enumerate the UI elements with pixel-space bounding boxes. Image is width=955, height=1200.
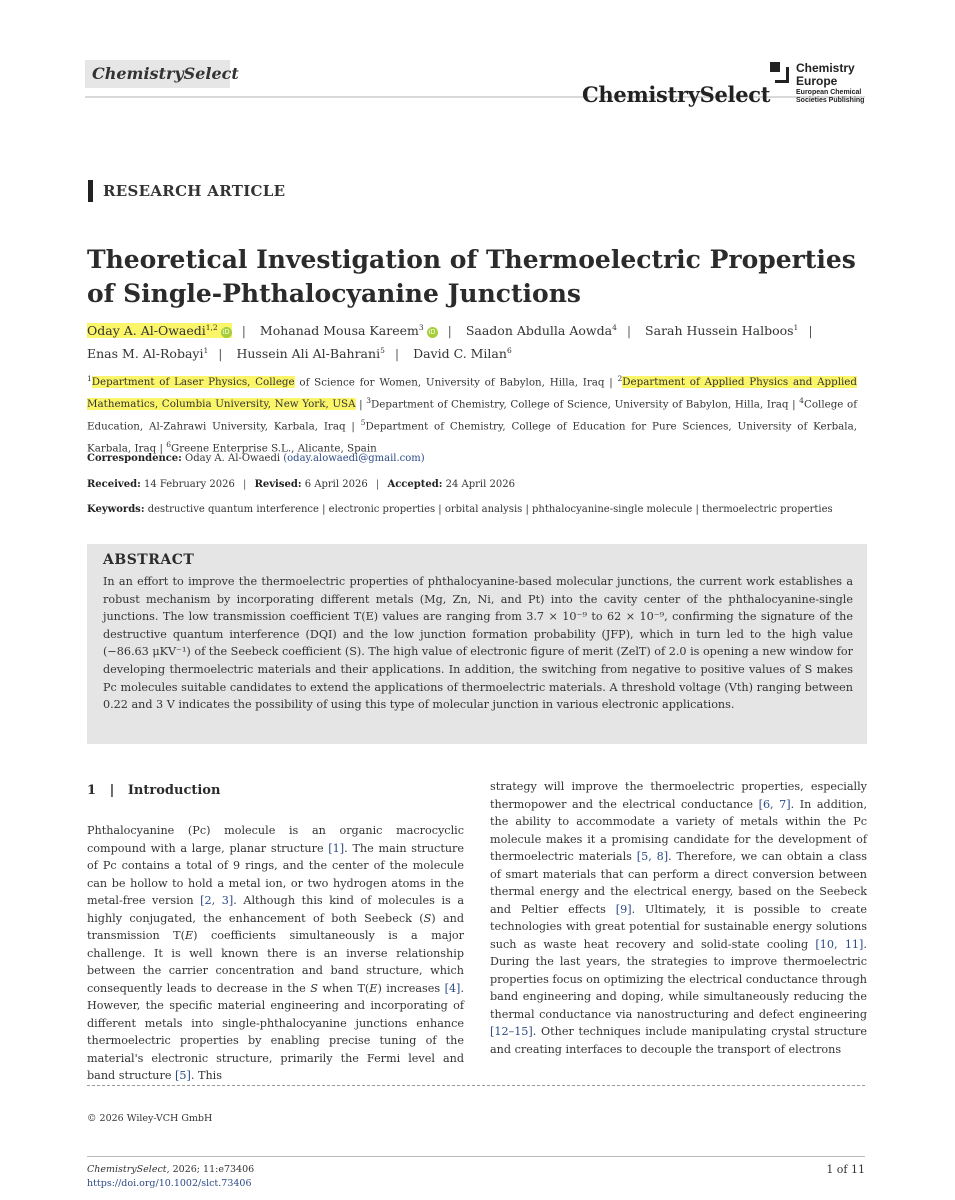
body-text: . In addition, the ability to accommodate a variety of metals within the Pc molecule makes it a promising candidate for the development of thermoelectric materials bbox=[490, 797, 868, 863]
affiliations: $^1$Department of Laser Physics, College of Science for Women, University of Babylon, Hilla, Iraq | $^2$Department of Applied Physics and Applied Mathematics, Columbia University, New York, USA | $^3$Department of Chemistry, College of Science, University of Babylon, Hilla, Iraq | $^4$College of Education, Al-Zahrawi University, Karbala, Iraq | $^5$Department of Chemistry, College of Education for Pure Sciences, University of Kerbala, Karbala, Iraq | $^6$Greene Enterprise S.L., Alicante, Spain bbox=[87, 374, 858, 455]
publisher-line2: Europe bbox=[796, 74, 838, 88]
author-list bbox=[87, 318, 867, 364]
dates-line bbox=[87, 479, 515, 490]
body-text: . During the last years, the strategies to improve thermoelectric properties focus on optimizing the electrical conductance through band engineering and doping, while simultaneously reducing the thermal conductance via nanostructuring and defect engineering bbox=[490, 937, 867, 1021]
publisher-line1: Chemistry bbox=[796, 61, 855, 75]
citation-link[interactable]: [6, 7] bbox=[758, 797, 791, 811]
affil-sup: 6 bbox=[166, 439, 171, 449]
received-label: Received: bbox=[87, 479, 141, 490]
affil-sup: 2 bbox=[617, 374, 623, 383]
body-text: ) coefficients simultaneously is a major challenge. It is well known there is an inverse relationship between the carrier concentration and band structure, which consequently leads to decrease in the bbox=[87, 929, 464, 995]
correspondence-email-link[interactable]: (oday.alowaedi@gmail.com) bbox=[283, 453, 425, 464]
chemistry-europe-mark-icon bbox=[770, 62, 792, 84]
citation-link[interactable]: [4] bbox=[444, 981, 461, 995]
author-name: Sarah Hussein Halboos bbox=[645, 323, 794, 339]
author-name: Oday A. Al-Owaedi bbox=[87, 323, 206, 339]
author-name: Mohanad Mousa Kareem bbox=[259, 323, 419, 339]
author-item[interactable] bbox=[87, 346, 208, 361]
body-column-left bbox=[87, 822, 464, 1085]
author-sup: 6 bbox=[506, 346, 512, 356]
author-separator: | bbox=[808, 323, 813, 339]
author-separator: | bbox=[626, 323, 632, 339]
orcid-icon[interactable]: iD bbox=[427, 327, 438, 338]
revised-label: Revised: bbox=[254, 479, 302, 490]
revised-date: 6 April 2026 bbox=[304, 479, 368, 490]
author-item[interactable] bbox=[466, 323, 617, 338]
section-heading-introduction bbox=[87, 783, 220, 798]
author-sup: 4 bbox=[612, 323, 617, 332]
body-text: . Although this kind of molecules is a highly conjugated, the enhancement of both Seebeck ( bbox=[87, 894, 464, 925]
author-item[interactable] bbox=[260, 323, 438, 338]
affil-sup: 5 bbox=[360, 417, 366, 427]
section-title: Introduction bbox=[127, 783, 221, 798]
body-text: when T( bbox=[317, 981, 370, 995]
accepted-date: 24 April 2026 bbox=[445, 479, 515, 490]
citation-link[interactable]: [10, 11] bbox=[815, 937, 864, 951]
author-sup: 1 bbox=[203, 346, 209, 356]
correspondence-label: Correspondence: bbox=[87, 453, 182, 464]
citation-link[interactable]: [5] bbox=[175, 1069, 191, 1082]
math-symbol: S bbox=[423, 911, 432, 925]
body-text: . Ultimately, it is possible to create technologies with great potential for sustainable energy solutions such as waste heat recovery and solid-state cooling bbox=[490, 902, 867, 951]
citation-link[interactable]: [5, 8] bbox=[636, 850, 669, 863]
article-type-bar bbox=[88, 180, 93, 202]
author-item[interactable] bbox=[413, 346, 512, 361]
article-type: RESEARCH ARTICLE bbox=[103, 182, 286, 200]
copyright-notice: © 2026 Wiley-VCH GmbH bbox=[87, 1113, 213, 1124]
body-text: ) increases bbox=[377, 981, 445, 995]
affiliation-1-rest: of Science for Women, University of Babylon, Hilla, Iraq bbox=[294, 376, 605, 389]
footer-dashed-divider bbox=[87, 1085, 865, 1086]
received-date: 14 February 2026 bbox=[143, 479, 235, 490]
body-text: . Therefore, we can obtain a class of smart materials that can perform a direct conversion between thermal energy and the electrical energy, based on the Seebeck and Peltier effects bbox=[490, 850, 868, 916]
affiliation-5: Department of Chemistry, College of Education for Pure Sciences, University of Kerbala, Karbala, Iraq bbox=[87, 420, 858, 455]
affiliation-4: College of Education, Al-Zahrawi University, Karbala, Iraq bbox=[87, 398, 858, 433]
date-separator: | bbox=[243, 479, 247, 490]
section-separator: | bbox=[109, 783, 115, 798]
body-text: strategy will improve the thermoelectric properties, especially thermopower and the electrical conductance bbox=[490, 780, 867, 811]
math-symbol: E bbox=[184, 929, 194, 942]
body-text: ) and transmission T( bbox=[87, 911, 464, 942]
author-sup: 1,2 bbox=[205, 323, 218, 332]
keywords-line bbox=[87, 504, 833, 515]
correspondence-name: Oday A. Al-Owaedi bbox=[185, 453, 281, 464]
author-name: Saadon Abdulla Aowda bbox=[465, 323, 613, 339]
affiliation-3: Department of Chemistry, College of Science, University of Babylon, Hilla, Iraq bbox=[371, 398, 789, 411]
author-name: Enas M. Al-Robayi bbox=[87, 346, 204, 362]
author-item[interactable] bbox=[236, 346, 384, 361]
author-sup: 5 bbox=[380, 346, 385, 356]
page-number: 1 of 11 bbox=[826, 1163, 865, 1176]
author-separator: | bbox=[241, 323, 246, 339]
affiliation-6: Greene Enterprise S.L., Alicante, Spain bbox=[170, 442, 377, 455]
abstract-box bbox=[87, 544, 867, 744]
affil-sup: 4 bbox=[799, 395, 804, 405]
author-item[interactable] bbox=[87, 323, 232, 338]
math-symbol: E bbox=[369, 981, 378, 995]
abstract-text: In an effort to improve the thermoelectric properties of phthalocyanine-based molecular junctions, the current work establishes a robust mechanism by incorporating different metals (Mg, Zn, Ni, and Pt) into the cavity center of the phthalocyanine-single junctions. The low transmission coefficient T(E) values are ranging from 3.7 × 10⁻⁹ to 62 × 10⁻⁹, confirming the signature of the destructive quantum interference (DQI) and the low junction formation probability (JFP), which in turn led to the high value (−86.63 μKV⁻¹) of the Seebeck coefficient (S). The high value of electronic figure of merit (ZelT) of 2.0 is opening a new window for developing thermoelectric materials and their applications. In addition, the switching from negative to positive values of S makes Pc molecules suitable candidates to extend the applications of thermoelectric materials. A threshold voltage (Vth) ranging between 0.22 and 3 V indicates the possibility of using this type of molecular junction in various electronic applications. bbox=[103, 575, 853, 712]
math-symbol: S bbox=[310, 981, 318, 995]
body-text: . However, the specific material engineering and incorporating of different metals into single-phthalocyanine junctions enhance thermoelectric properties by enabling precise tuning of the material's electronic structure, primarily the Fermi level and band structure bbox=[87, 981, 464, 1082]
body-text: . The main structure of Pc contains a total of 9 rings, and the center of the molecule can be hollow to hold a metal ion, or two hydrogen atoms in the metal-free version bbox=[87, 841, 464, 907]
author-name: Hussein Ali Al-Bahrani bbox=[236, 346, 381, 362]
doi-link[interactable]: https://doi.org/10.1002/slct.73406 bbox=[87, 1178, 252, 1189]
correspondence-line bbox=[87, 453, 425, 464]
affil-sup: 1 bbox=[87, 374, 92, 383]
author-item[interactable] bbox=[645, 323, 798, 338]
accepted-label: Accepted: bbox=[387, 479, 443, 490]
keywords-text: destructive quantum interference | electronic properties | orbital analysis | phthalocyanine-single molecule | thermoelectric properties bbox=[147, 504, 833, 515]
body-text: . Other techniques include manipulating crystal structure and creating interfaces to decouple the transport of electrons bbox=[490, 1025, 867, 1056]
citation-link[interactable]: [12–15] bbox=[490, 1025, 533, 1038]
author-name: David C. Milan bbox=[413, 346, 507, 362]
orcid-icon[interactable]: iD bbox=[221, 327, 232, 338]
citation-link[interactable]: [2, 3] bbox=[200, 894, 234, 907]
body-text: . This bbox=[190, 1069, 223, 1082]
chemistry-europe-logo bbox=[770, 62, 866, 108]
citation-link[interactable]: [1] bbox=[328, 841, 345, 855]
section-number: 1 bbox=[87, 783, 97, 798]
affil-sup: 3 bbox=[366, 395, 371, 405]
body-column-right bbox=[490, 778, 867, 1058]
citation-link[interactable]: [9] bbox=[615, 902, 632, 916]
article-title: Theoretical Investigation of Thermoelectric Properties of Single-Phthalocyanine Junctions bbox=[87, 245, 856, 308]
author-sup: 3 bbox=[418, 323, 424, 332]
author-separator: | bbox=[447, 323, 452, 339]
footer-citation bbox=[87, 1164, 254, 1175]
publisher-line4: Societies Publishing bbox=[796, 97, 865, 104]
affiliation-1-dept: Department of Laser Physics, College bbox=[91, 376, 295, 389]
publisher-line3: European Chemical bbox=[796, 89, 862, 96]
affiliation-2: Department of Applied Physics and Applied Mathematics, Columbia University, New York, USA bbox=[87, 376, 857, 411]
journal-badge: ChemistrySelect bbox=[85, 60, 230, 88]
footer-rule bbox=[87, 1156, 865, 1157]
masthead-journal-name: ChemistrySelect bbox=[582, 82, 771, 107]
author-sup: 1 bbox=[793, 323, 799, 332]
author-separator: | bbox=[394, 346, 400, 362]
date-separator: | bbox=[375, 479, 380, 490]
abstract-heading: ABSTRACT bbox=[103, 552, 195, 568]
keywords-label: Keywords: bbox=[87, 504, 145, 515]
body-text: Phthalocyanine (Pc) molecule is an organic macrocyclic compound with a large, planar structure bbox=[87, 824, 464, 855]
author-separator: | bbox=[218, 346, 223, 362]
footer-journal-name: ChemistrySelect bbox=[87, 1164, 167, 1175]
footer-volume: , 2026; 11:e73406 bbox=[166, 1164, 255, 1175]
